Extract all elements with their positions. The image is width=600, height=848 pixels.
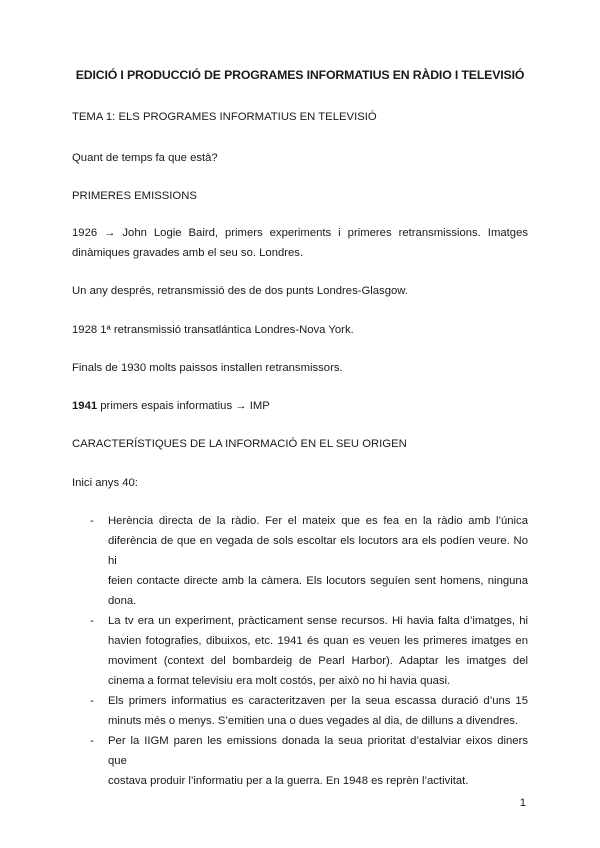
paragraph-1941	[72, 396, 528, 416]
question-text: Quant de temps fa que està?	[72, 152, 218, 164]
bullet-dash: -	[90, 735, 94, 747]
list-item-line: Per la IIGM paren les emissions donada la seua prioritat d’estalviar eixos diners que	[108, 735, 528, 767]
list-item	[72, 731, 528, 791]
paragraph-1926-line-2: dinàmiques gravades amb el seu so. Londres.	[72, 247, 304, 259]
document-title: EDICIÓ I PRODUCCIÓ DE PROGRAMES INFORMATIUS EN RÀDIO I TELEVISIÓ	[75, 68, 525, 82]
list-item-line: Herència directa de la ràdio. Fer el mateix que es fea en la ràdio amb l’única	[108, 515, 528, 527]
bullet-dash: -	[90, 615, 94, 627]
list-item-line: La tv era un experiment, pràcticament sense recursos. Hi havia falta d’imatges, hi	[108, 615, 528, 627]
paragraph-1930: Finals de 1930 molts paissos installen retransmissors.	[72, 362, 343, 374]
list-item-line: moviment (context del bombardeig de Pearl Harbor). Adaptar les imatges del	[108, 655, 528, 667]
paragraph-1926-line-1: 1926 → John Logie Baird, primers experiments i primeres retransmissions. Imatges	[72, 227, 528, 239]
bullet-dash: -	[90, 695, 94, 707]
paragraph-1926	[72, 223, 528, 263]
characteristics-list	[72, 511, 528, 791]
bullet-dash: -	[90, 515, 94, 527]
list-item-line: feien contacte directe amb la càmera. Els locutors seguíen sent homens, ninguna	[108, 575, 528, 587]
page-number: 1	[519, 797, 526, 809]
list-item-line: diferència de que en vegada de sols escoltar els locutors ara els podíen veure. No hi	[108, 535, 528, 567]
list-item	[72, 511, 528, 611]
year-1941: 1941	[72, 400, 98, 412]
list-item-line: dona.	[108, 595, 137, 607]
list-item-text	[108, 611, 528, 691]
list-item-line: havien fotografies, dibuixos, etc. 1941 és quan es veuen les primeres imatges en	[108, 635, 528, 647]
tema-heading: TEMA 1: ELS PROGRAMES INFORMATIUS EN TELEVISIÓ	[72, 111, 377, 123]
list-item	[72, 691, 528, 731]
paragraph-1941-text: primers espais informatius → IMP	[97, 400, 270, 412]
list-item-line: costava produir l’informatiu per a la guerra. En 1948 es reprèn l’activitat.	[108, 775, 469, 787]
list-item	[72, 611, 528, 691]
list-item-line: minuts més o menys. S’emitien una o dues vegades al dia, de dilluns a divendres.	[108, 715, 519, 727]
list-item-line: cinema a format televisiu era molt costós, per això no hi havia quasi.	[108, 675, 451, 687]
paragraph-1928: 1928 1ª retransmissió transatlántica Londres-Nova York.	[72, 324, 354, 336]
paragraph-any-despres: Un any després, retransmissió des de dos punts Londres-Glasgow.	[72, 285, 408, 297]
section-heading-primeres-emissions: PRIMERES EMISSIONS	[72, 190, 197, 202]
list-item-line: Els primers informatius es caracteritzaven per la seua escassa duració d’uns 15	[108, 695, 528, 707]
list-item-text	[108, 691, 528, 731]
list-item-text	[108, 731, 528, 791]
section-heading-caracteristiques: CARACTERÍSTIQUES DE LA INFORMACIÓ EN EL SEU ORIGEN	[72, 438, 407, 450]
list-item-text	[108, 511, 528, 611]
inici-anys-40: Inici anys 40:	[72, 477, 138, 489]
